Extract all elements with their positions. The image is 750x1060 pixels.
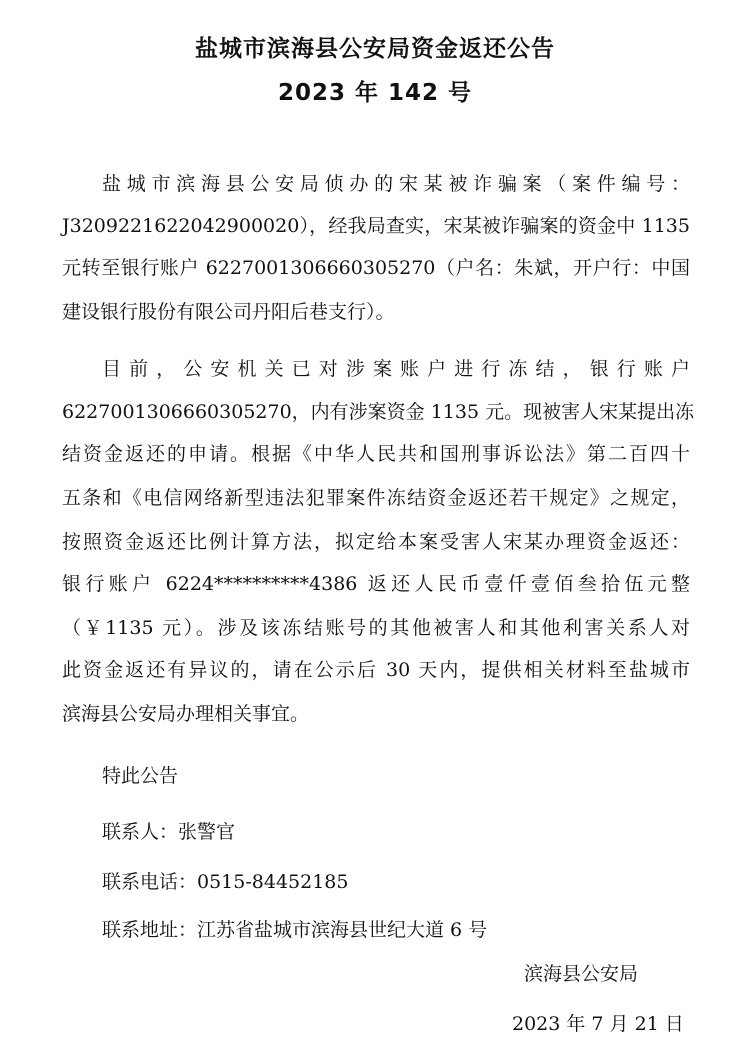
paragraph2-line-5: 按照资金返还比例计算方法，拟定给本案受害人宋某办理资金返还： bbox=[62, 531, 690, 553]
signer: 滨海县公安局 bbox=[524, 963, 639, 985]
notice-number: 2023 年 142 号 bbox=[277, 80, 473, 106]
paragraph2-line-9: 滨海县公安局办理相关事宜。 bbox=[62, 703, 310, 725]
paragraph2-line-2: 6227001306660305270，内有涉案资金 1135 元。现被害人宋某提出冻 bbox=[62, 401, 695, 423]
notice-title: 盐城市滨海县公安局资金返还公告 bbox=[195, 36, 555, 62]
paragraph1-line-2: J3209221622042900020），经我局查实，宋某被诈骗案的资金中 1135 bbox=[62, 215, 690, 237]
paragraph2-line-8: 此资金返还有异议的，请在公示后 30 天内，提供相关材料至盐城市 bbox=[62, 659, 690, 681]
paragraph2-line-3: 结资金返还的申请。根据《中华人民共和国刑事诉讼法》第二百四十 bbox=[62, 443, 690, 465]
notice-date: 2023 年 7 月 21 日 bbox=[512, 1013, 684, 1035]
paragraph2-line-1: 目前，公安机关已对涉案账户进行冻结，银行账户 bbox=[102, 358, 690, 380]
paragraph1-line-1: 盐城市滨海县公安局侦办的宋某被诈骗案（案件编号： bbox=[102, 173, 690, 195]
paragraph2-line-4: 五条和《电信网络新型违法犯罪案件冻结资金返还若干规定》之规定， bbox=[62, 487, 690, 509]
paragraph2-line-7: （￥1135 元）。涉及该冻结账号的其他被害人和其他利害关系人对 bbox=[62, 617, 690, 639]
contact-person: 联系人：张警官 bbox=[102, 821, 236, 843]
paragraph2-line-6: 银行账户 6224**********4386 返还人民币壹仟壹佰叁拾伍元整 bbox=[62, 573, 690, 595]
contact-phone: 联系电话：0515-84452185 bbox=[102, 871, 349, 893]
paragraph1-line-4: 建设银行股份有限公司丹阳后巷支行）。 bbox=[62, 301, 395, 323]
special-notice: 特此公告 bbox=[102, 765, 179, 787]
contact-address: 联系地址：江苏省盐城市滨海县世纪大道 6 号 bbox=[102, 919, 488, 941]
paragraph1-line-3: 元转至银行账户 6227001306660305270（户名：朱斌，开户行：中国 bbox=[62, 257, 690, 279]
